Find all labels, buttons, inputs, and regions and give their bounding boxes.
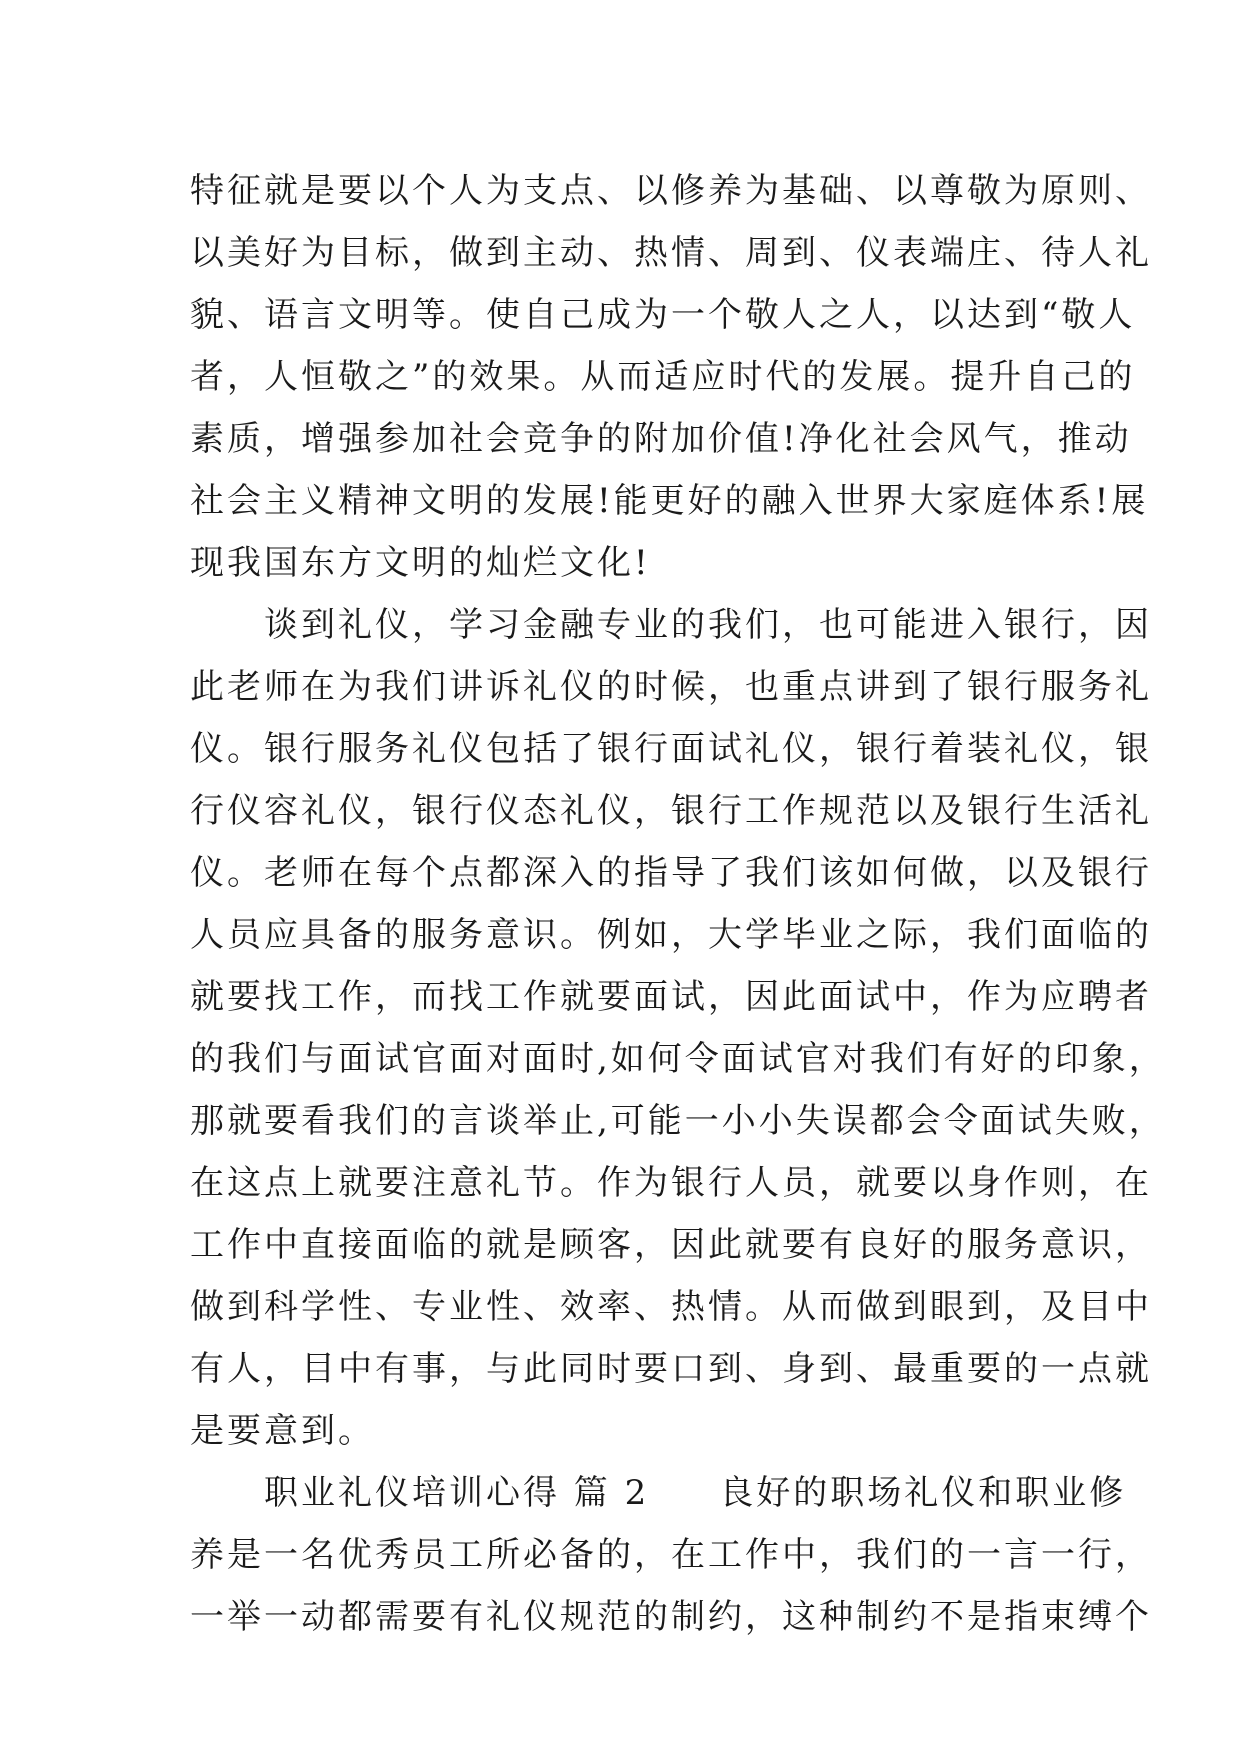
text-line: 现我国东方文明的灿烂文化!: [190, 543, 651, 583]
text-line: 的我们与面试官面对面时,如何令面试官对我们有好的印象，: [190, 1039, 1166, 1079]
text-line: 行仪容礼仪，银行仪态礼仪，银行工作规范以及银行生活礼: [190, 791, 1152, 831]
section-continuation: 良好的职场礼仪和职业修: [719, 1473, 1127, 1513]
text-line: 素质，增强参加社会竞争的附加价值!净化社会风气，推动: [190, 419, 1132, 459]
text-line: 以美好为目标，做到主动、热情、周到、仪表端庄、待人礼: [190, 233, 1152, 273]
text-line: 谈到礼仪，学习金融专业的我们，也可能进入银行，因: [190, 605, 1152, 645]
text-line: 一举一动都需要有礼仪规范的制约，这种制约不是指束缚个: [190, 1597, 1152, 1637]
text-line: 貌、语言文明等。使自己成为一个敬人之人，以达到“敬人: [190, 295, 1136, 335]
text-line: 者，人恒敬之”的效果。从而适应时代的发展。提升自己的: [190, 357, 1136, 397]
section-heading-line: [190, 1462, 1127, 1524]
text-line: 有人，目中有事，与此同时要口到、身到、最重要的一点就: [190, 1349, 1152, 1389]
text-line: 在这点上就要注意礼节。作为银行人员，就要以身作则，在: [190, 1163, 1152, 1203]
text-line: 是要意到。: [190, 1411, 375, 1451]
text-line: 仪。老师在每个点都深入的指导了我们该如何做，以及银行: [190, 853, 1152, 893]
text-line: 人员应具备的服务意识。例如，大学毕业之际，我们面临的: [190, 915, 1152, 955]
body-text: [190, 160, 1166, 1648]
text-line: 工作中直接面临的就是顾客，因此就要有良好的服务意识，: [190, 1225, 1152, 1265]
text-line: 养是一名优秀员工所必备的，在工作中，我们的一言一行，: [190, 1535, 1152, 1575]
text-line: 就要找工作，而找工作就要面试，因此面试中，作为应聘者: [190, 977, 1152, 1017]
text-line: 社会主义精神文明的发展!能更好的融入世界大家庭体系!展: [190, 481, 1149, 521]
text-line: 那就要看我们的言谈举止,可能一小小失误都会令面试失败，: [190, 1101, 1166, 1141]
text-line: 此老师在为我们讲诉礼仪的时候，也重点讲到了银行服务礼: [190, 667, 1152, 707]
text-line: 做到科学性、专业性、效率、热情。从而做到眼到，及目中: [190, 1287, 1152, 1327]
text-line: 仪。银行服务礼仪包括了银行面试礼仪，银行着装礼仪，银: [190, 729, 1152, 769]
text-line: 特征就是要以个人为支点、以修养为基础、以尊敬为原则、: [190, 171, 1152, 211]
section-title: 职业礼仪培训心得 篇 2: [190, 1473, 650, 1513]
